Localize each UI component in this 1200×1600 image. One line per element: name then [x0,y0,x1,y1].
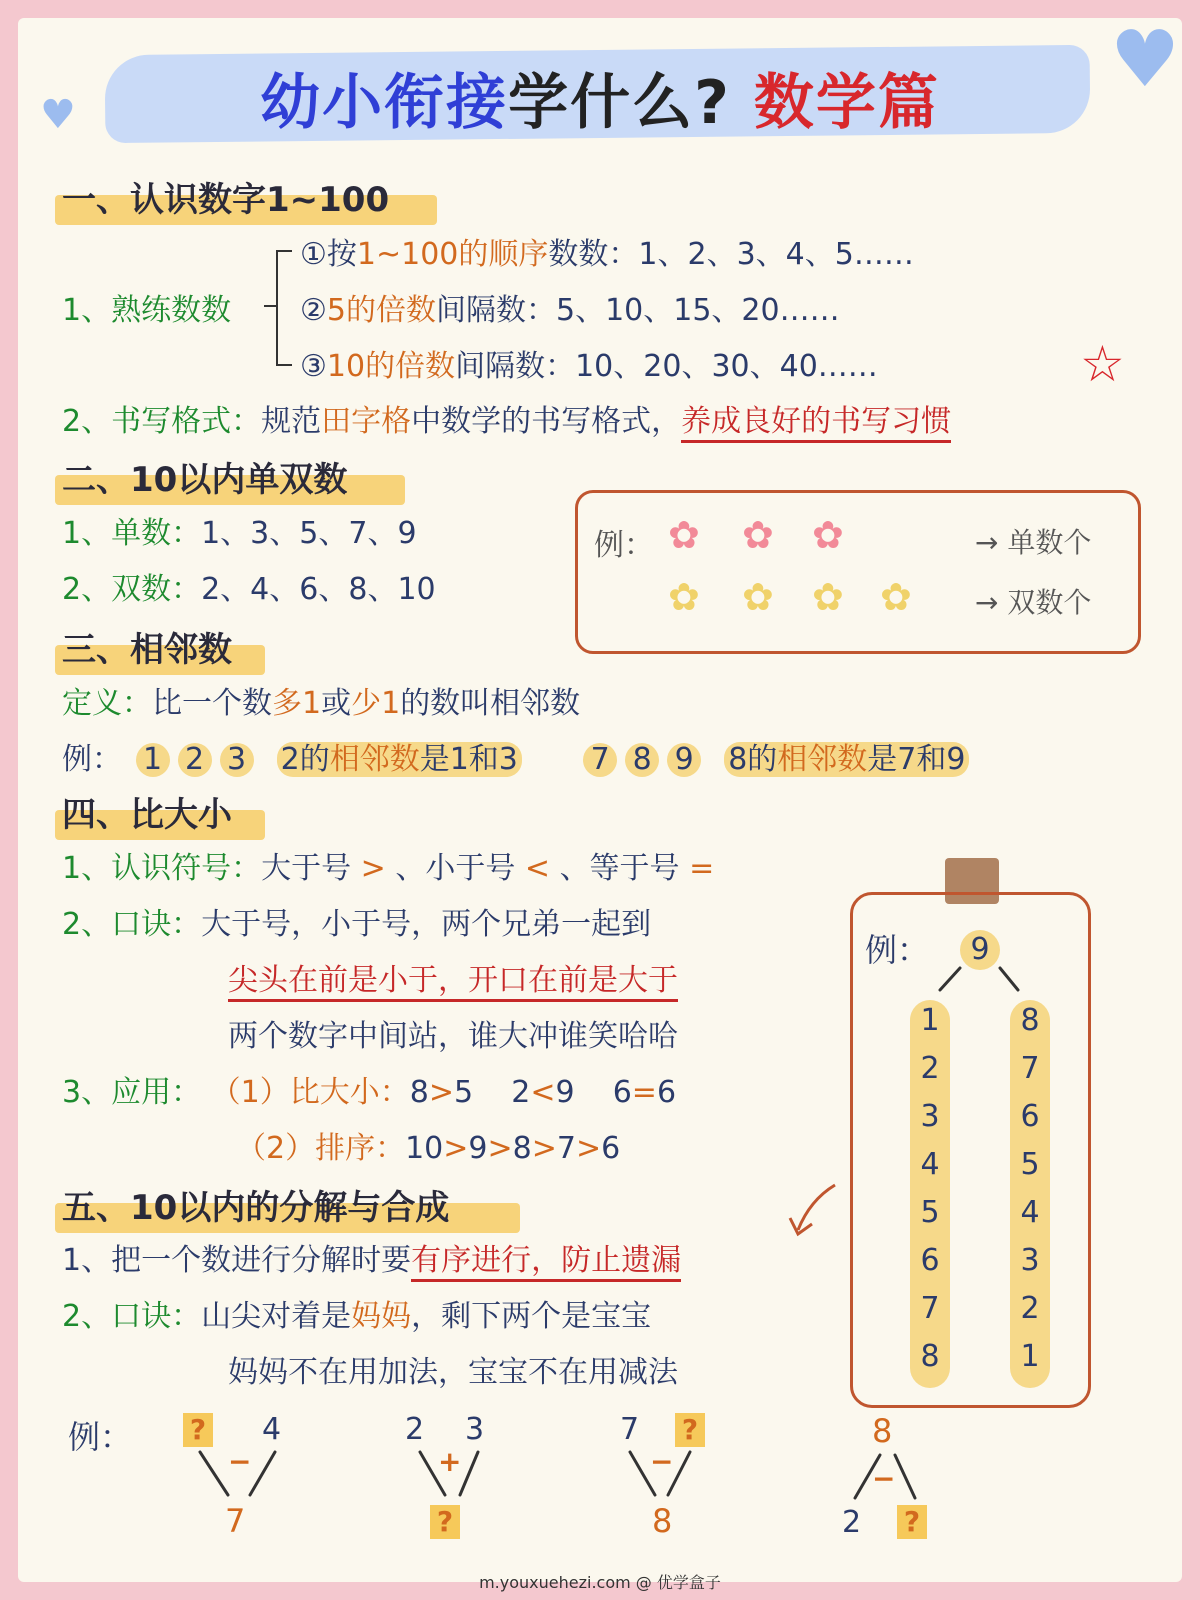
operator: − [228,1445,252,1478]
rhyme-line-2: 尖头在前是小于，开口在前是大于 [228,955,678,999]
even-note: → 双数个 [975,586,1092,619]
decompose-rhyme-1: 2、口诀：山尖对着是妈妈，剩下两个是宝宝 [62,1299,652,1334]
neighbor-example: 例： 1 2 3 2的相邻数是1和3 7 8 9 8的相邻数是7和9 [62,734,969,778]
application-1: 3、应用： （1）比大小：8>5 2<9 6=6 [62,1075,677,1110]
column-number: 7 [1020,1051,1040,1086]
section-heading-3: 三、相邻数 [62,630,232,670]
heart-icon: ♥ [40,92,76,138]
top-number: 9 [970,932,990,967]
column-number: 3 [1020,1243,1040,1278]
flower-icon: ✿ [812,513,844,557]
column-number: 8 [920,1339,940,1374]
item-label: 1、熟练数数 [62,293,232,328]
heart-icon: ♥ [1110,15,1180,105]
column-number: 4 [920,1147,940,1182]
unknown-box: ? [675,1413,705,1447]
example-label: 例： [865,931,930,969]
flower-icon: ✿ [812,575,844,619]
example-label: 例： [68,1418,133,1456]
column-number: 2 [920,1051,940,1086]
odd-note: → 单数个 [975,526,1092,559]
number: 7 [225,1502,246,1540]
number: 3 [465,1412,485,1447]
column-number: 1 [920,1003,940,1038]
odd-numbers: 1、单数：1、3、5、7、9 [62,516,417,551]
column-number: 3 [920,1099,940,1134]
rhyme-line-3: 两个数字中间站，谁大冲谁笑哈哈 [228,1019,678,1054]
column-number: 1 [1020,1339,1040,1374]
operator: − [650,1445,674,1478]
number: 7 [620,1412,640,1447]
symbols-line: 1、认识符号：大于号 > 、小于号 < 、等于号 = [62,851,715,886]
even-numbers: 2、双数：2、4、6、8、10 [62,572,436,607]
number: 2 [405,1412,425,1447]
column-number: 8 [1020,1003,1040,1038]
section-heading-4: 四、比大小 [62,795,232,835]
count-line-3: ③10的倍数间隔数：10、20、30、40…… [300,349,878,384]
count-line-2: ②5的倍数间隔数：5、10、15、20…… [300,293,840,328]
section-heading-2: 二、10以内单双数 [62,460,348,500]
column-number: 6 [1020,1099,1040,1134]
column-number: 7 [920,1291,940,1326]
section-heading-5: 五、10以内的分解与合成 [62,1188,450,1228]
decompose-rule: 1、把一个数进行分解时要有序进行，防止遗漏 [62,1235,681,1279]
operator: + [438,1445,462,1478]
flower-icon: ✿ [880,575,912,619]
page-title: 幼小衔接学什么? 数学篇 [260,68,940,138]
rhyme-line-1: 2、口诀：大于号，小于号，两个兄弟一起到 [62,907,652,942]
example-label: 例： [594,528,654,563]
flower-icon: ✿ [742,513,774,557]
star-icon: ☆ [1080,335,1125,393]
section-heading-1: 一、认识数字1~100 [62,180,390,220]
number: 8 [652,1502,673,1540]
flower-icon: ✿ [668,513,700,557]
application-2: （2）排序：10>9>8>7>6 [236,1131,621,1166]
operator: − [872,1462,896,1495]
count-line-1: ①按1~100的顺序数数：1、2、3、4、5…… [300,237,914,272]
unknown-box: ? [897,1505,927,1539]
column-number: 2 [1020,1291,1040,1326]
flower-icon: ✿ [742,575,774,619]
number: 4 [262,1412,282,1447]
number: 8 [872,1412,893,1450]
flower-icon: ✿ [668,575,700,619]
unknown-box: ? [430,1505,460,1539]
neighbor-definition: 定义：比一个数多1或少1的数叫相邻数 [62,686,581,721]
column-number: 6 [920,1243,940,1278]
decompose-rhyme-2: 妈妈不在用加法，宝宝不在用减法 [228,1355,678,1390]
unknown-box: ? [183,1413,213,1447]
column-number: 5 [1020,1147,1040,1182]
number: 2 [842,1505,862,1540]
column-number: 5 [920,1195,940,1230]
writing-format: 2、书写格式：规范田字格中数学的书写格式，养成良好的书写习惯 [62,396,951,440]
footer-watermark: m.youxuehezi.com @ 优学盒子 [479,1573,721,1592]
column-number: 4 [1020,1195,1040,1230]
